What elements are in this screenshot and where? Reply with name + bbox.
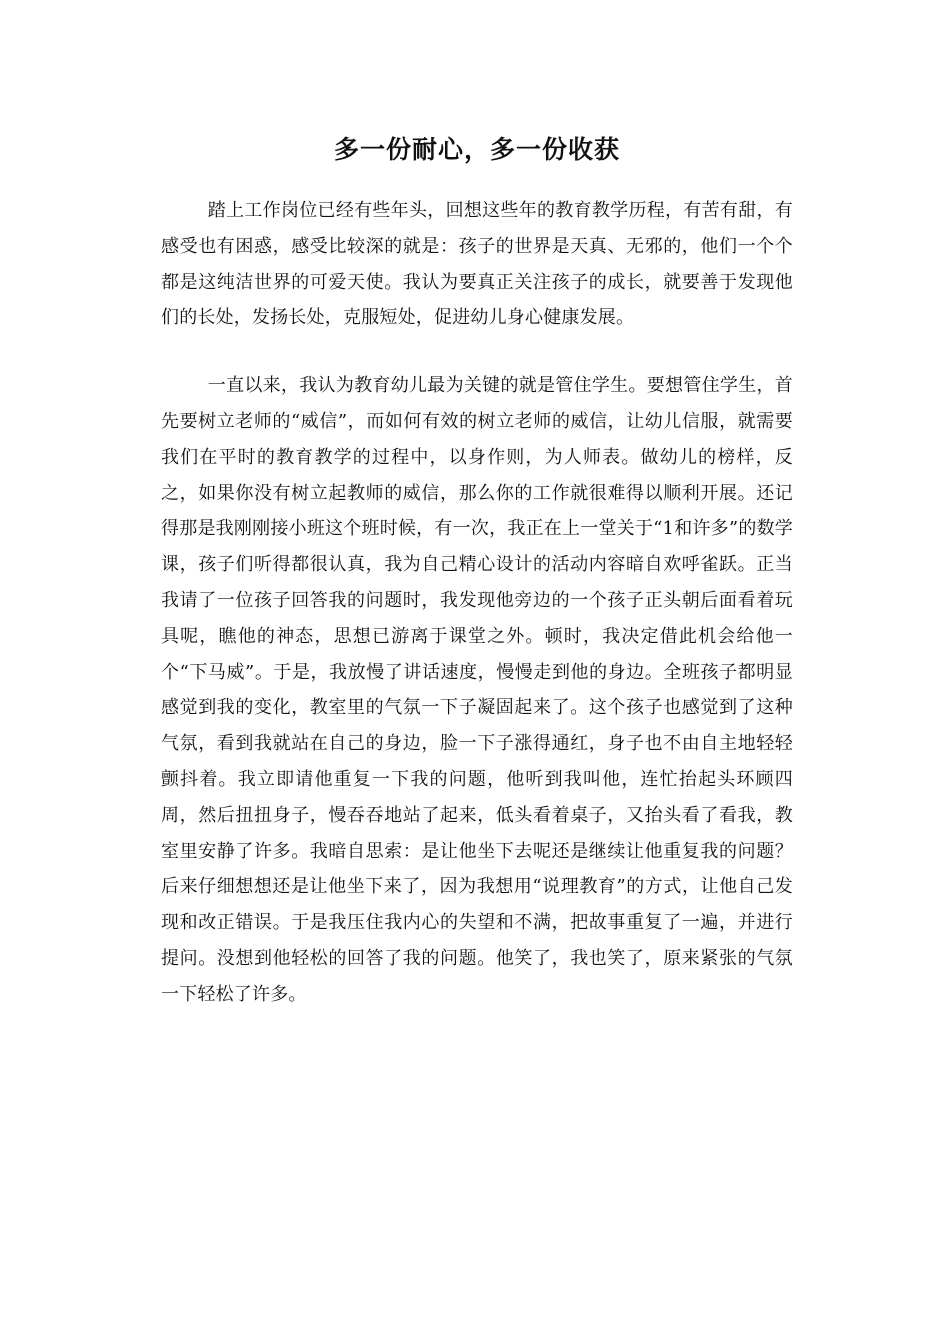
document-page [161, 130, 793, 1013]
paragraph-intro: 踏上工作岗位已经有些年头，回想这些年的教育教学历程，有苦有甜，有感受也有困惑，感受比较深的就是：孩子的世界是天真、无邪的，他们一个个都是这纯洁世界的可爱天使。我认为要真正关注孩子的成长，就要善于发现他们的长处，发扬长处，克服短处，促进幼儿身心健康发展。 [161, 200, 793, 329]
paragraph-story: 一直以来，我认为教育幼儿最为关键的就是管住学生。要想管住学生，首先要树立老师的“威信”，而如何有效的树立老师的威信，让幼儿信服，就需要我们在平时的教育教学的过程中，以身作则，为人师表。做幼儿的榜样，反之，如果你没有树立起教师的威信，那么你的工作就很难得以顺利开展。还记得那是我刚刚接小班这个班时候，有一次，我正在上一堂关于“1和许多”的数学课，孩子们听得都很认真，我为自己精心设计的活动内容暗自欢呼雀跃。正当我请了一位孩子回答我的问题时，我发现他旁边的一个孩子正头朝后面看着玩具呢，瞧他的神态，思想已游离于课堂之外。顿时，我决定借此机会给他一个“下马威”。于是，我放慢了讲话速度，慢慢走到他的身边。全班孩子都明显感觉到我的变化，教室里的气氛一下子凝固起来了。这个孩子也感觉到了这种气氛，看到我就站在自己的身边，脸一下子涨得通红，身子也不由自主地轻轻颤抖着。我立即请他重复一下我的问题，他听到我叫他，连忙抬起头环顾四周，然后扭扭身子，慢吞吞地站了起来，低头看着桌子，又抬头看了看我，教室里安静了许多。我暗自思索：是让他坐下去呢还是继续让他重复我的问题？后来仔细想想还是让他坐下来了，因为我想用“说理教育”的方式，让他自己发现和改正错误。于是我压住我内心的失望和不满，把故事重复了一遍，并进行提问。没想到他轻松的回答了我的问题。他笑了，我也笑了，原来紧张的气氛一下轻松了许多。 [161, 375, 793, 1005]
document-title: 多一份耐心，多一份收获 [333, 135, 620, 164]
